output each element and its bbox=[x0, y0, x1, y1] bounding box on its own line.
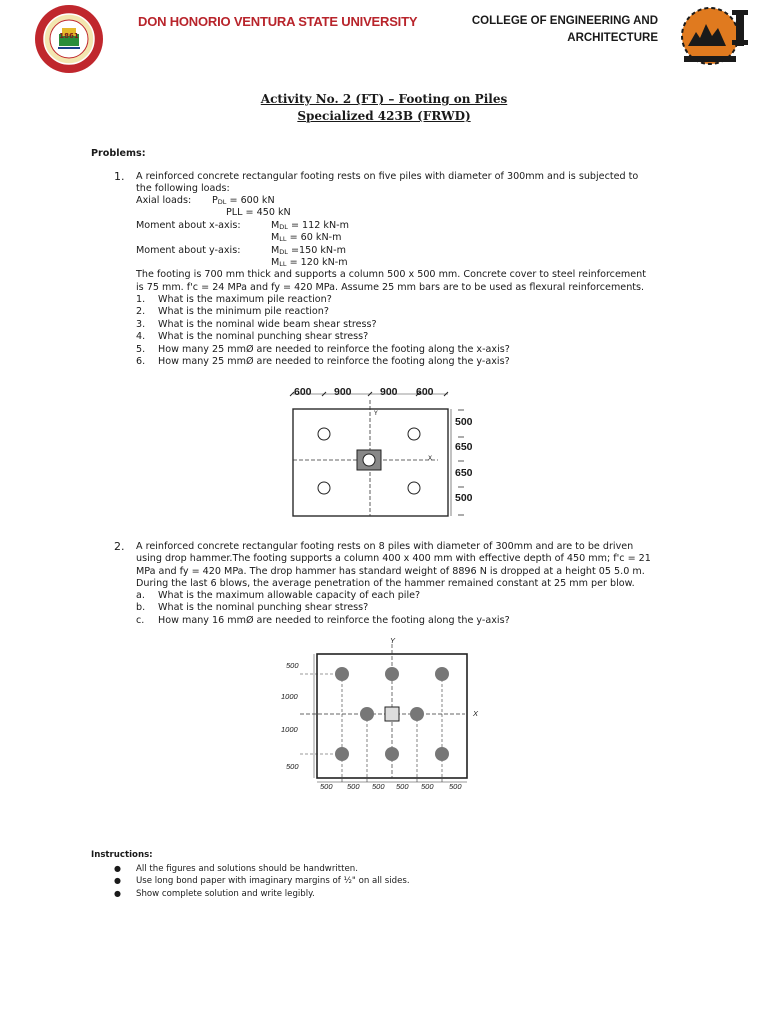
figure-2-drawing bbox=[280, 634, 490, 794]
fig2-bottom-dim-1: 500 bbox=[320, 782, 333, 791]
my-ll-value: $M_{LL} = 120$ kN-m bbox=[271, 257, 348, 268]
list-item: ● Show complete solution and write legibly. bbox=[114, 888, 315, 899]
list-item: ● All the figures and solutions should be handwritten. bbox=[114, 864, 358, 874]
fig2-bottom-dim-6: 500 bbox=[449, 782, 462, 791]
figure-2-footing-plan bbox=[280, 634, 490, 794]
list-item: 1. What is the maximum pile reaction? bbox=[136, 294, 332, 305]
problem-1-body-1: The footing is 700 mm thick and supports a column 500 x 500 mm. Concrete cover to steel reinforcement bbox=[136, 269, 646, 280]
list-item: a. What is the maximum allowable capacity of each pile? bbox=[136, 590, 421, 601]
fig2-axis-x: X bbox=[473, 709, 479, 718]
fig2-bottom-dim-2: 500 bbox=[347, 782, 360, 791]
course-title: Specialized 423B (FRWD) bbox=[297, 109, 471, 123]
problem-1-number: 1. bbox=[114, 170, 125, 183]
pdl-value: $P_{DL} = 600$ kN bbox=[212, 195, 275, 206]
problem-2-body: A reinforced concrete rectangular footing rests on 8 piles with diameter of 300mm and are to be driven using drop hammer.The footing supports a column 400 x 400 mm with effective depth of 450 mm; f'c = 21 MPa and fy = 420 MPa. The drop hammer has standard weight of 8896 N is dropped at a height 05 5.0 m. During the last 6 blows, the average penetration of the hammer remained constant at 25 mm per blow. bbox=[136, 541, 651, 590]
fig1-right-dim-4: 500 bbox=[455, 492, 473, 504]
instructions-label: Instructions: bbox=[91, 850, 153, 860]
activity-title: Activity No. 2 (FT) – Footing on Piles bbox=[260, 92, 508, 106]
seal-year: 1861 bbox=[59, 32, 79, 40]
problem-2-questions bbox=[136, 590, 510, 627]
fig1-right-dim-3: 650 bbox=[455, 467, 473, 479]
list-item: 4. What is the nominal punching shear stress? bbox=[136, 331, 369, 343]
fig2-left-dim-3: 1000 bbox=[281, 725, 298, 734]
my-dl-value: $M_{DL} =150$ kN-m bbox=[271, 245, 346, 256]
list-item: 6. How many 25 mmØ are needed to reinforce the footing along the y-axis? bbox=[136, 356, 510, 368]
fig1-axis-y: Y bbox=[374, 410, 378, 417]
college-line-2: ARCHITECTURE bbox=[567, 32, 658, 44]
college-logo bbox=[666, 6, 756, 68]
university-name: DON HONORIO VENTURA STATE UNIVERSITY bbox=[138, 14, 418, 29]
fig2-bottom-dim-3: 500 bbox=[372, 782, 385, 791]
fig1-right-dim-2: 650 bbox=[455, 441, 473, 453]
college-name bbox=[398, 13, 658, 47]
pll-value: PLL = 450 kN bbox=[226, 207, 291, 218]
list-item: b. What is the nominal punching shear stress? bbox=[136, 602, 369, 614]
fig2-bottom-dim-5: 500 bbox=[421, 782, 434, 791]
moment-x-label: Moment about x-axis: bbox=[136, 220, 241, 231]
fig2-axis-y: Y bbox=[390, 636, 396, 645]
instructions-list bbox=[114, 863, 410, 900]
fig2-bottom-dim-4: 500 bbox=[396, 782, 409, 791]
college-line-1: COLLEGE OF ENGINEERING AND bbox=[471, 15, 658, 27]
problem-2-number: 2. bbox=[114, 540, 125, 553]
problem-1-body-2: is 75 mm. f'c = 24 MPa and fy = 420 MPa. Assume 25 mm bars are to be used as flexural reinforcements. bbox=[136, 282, 645, 293]
problem-1-intro-2: the following loads: bbox=[136, 183, 230, 194]
mx-dl-value: $M_{DL} = 112$ kN-m bbox=[271, 220, 349, 231]
list-item: 2. What is the minimum pile reaction? bbox=[136, 306, 329, 318]
list-item: 3. What is the nominal wide beam shear stress? bbox=[136, 318, 377, 330]
problem-1-intro-1: A reinforced concrete rectangular footing rests on five piles with diameter of 300mm and is subjected to bbox=[136, 171, 639, 182]
list-item: ● Use long bond paper with imaginary margins of ½" on all sides. bbox=[114, 876, 410, 887]
fig1-right-dim-1: 500 bbox=[455, 416, 473, 428]
problems-label: Problems: bbox=[91, 148, 146, 159]
problem-1-questions bbox=[136, 294, 510, 368]
fig1-top-dim-2: 900 bbox=[334, 386, 352, 398]
fig1-top-dim-1: 600 bbox=[294, 386, 312, 398]
list-item: c. How many 16 mmØ are needed to reinforce the footing along the y-axis? bbox=[136, 614, 510, 626]
fig2-left-dim-2: 1000 bbox=[281, 692, 298, 701]
fig2-left-dim-1: 500 bbox=[286, 661, 299, 670]
axial-loads-label: Axial loads: bbox=[136, 195, 192, 206]
list-item: 5. How many 25 mmØ are needed to reinforce the footing along the x-axis? bbox=[136, 343, 510, 355]
mx-ll-value: $M_{LL} = 60$ kN-m bbox=[271, 232, 342, 243]
moment-y-label: Moment about y-axis: bbox=[136, 245, 241, 256]
fig2-left-dim-4: 500 bbox=[286, 762, 299, 771]
university-seal bbox=[34, 4, 104, 74]
fig1-top-dim-4: 600 bbox=[416, 386, 434, 398]
figure-1-footing-plan bbox=[288, 382, 488, 522]
fig1-axis-x: X bbox=[428, 455, 433, 462]
fig1-top-dim-3: 900 bbox=[380, 386, 398, 398]
